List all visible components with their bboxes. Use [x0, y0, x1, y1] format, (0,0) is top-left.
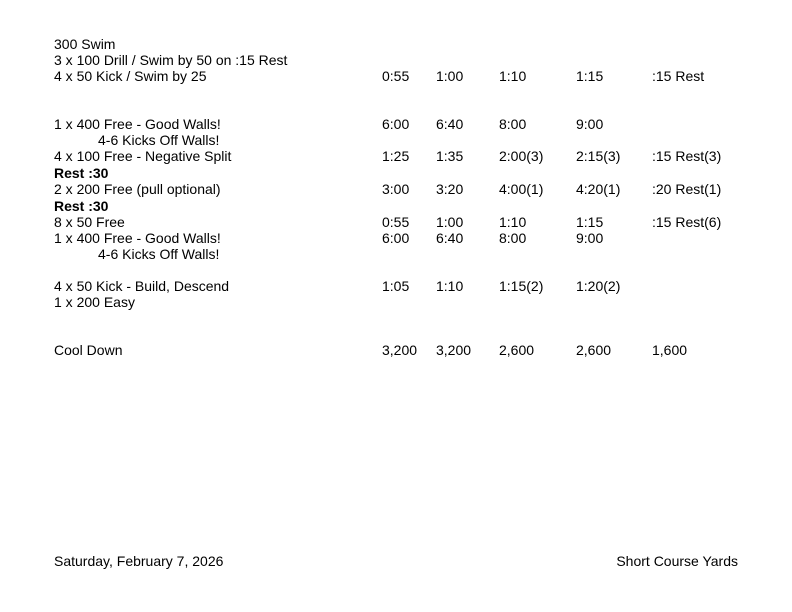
cool-down-label: Cool Down [54, 342, 123, 358]
interval-col3: 2:00(3) [499, 148, 544, 164]
total-col2: 3,200 [436, 342, 472, 358]
interval-col4: 4:20(1) [576, 181, 621, 197]
warmup-line: 300 Swim [54, 36, 116, 52]
interval-col2: 1:00 [436, 68, 464, 84]
interval-col4: 9:00 [576, 116, 604, 132]
interval-col1: 0:55 [382, 68, 410, 84]
interval-col5: :15 Rest(6) [652, 214, 722, 230]
interval-col3: 4:00(1) [499, 181, 544, 197]
interval-col1: 6:00 [382, 116, 410, 132]
interval-col5: :15 Rest(3) [652, 148, 722, 164]
interval-col1: 1:05 [382, 278, 410, 294]
interval-col4: 1:15 [576, 68, 604, 84]
interval-col2: 1:00 [436, 214, 464, 230]
interval-col1: 6:00 [382, 230, 410, 246]
interval-col2: 6:40 [436, 230, 464, 246]
interval-col5: :20 Rest(1) [652, 181, 722, 197]
total-col4: 2,600 [576, 342, 612, 358]
rest-label: Rest :30 [54, 198, 109, 214]
interval-col4: 1:15 [576, 214, 604, 230]
set-note: 4-6 Kicks Off Walls! [98, 132, 220, 148]
set-label: 1 x 200 Easy [54, 294, 135, 310]
total-col1: 3,200 [382, 342, 418, 358]
interval-col3: 8:00 [499, 230, 527, 246]
set-label: 1 x 400 Free - Good Walls! [54, 116, 221, 132]
set-note: 4-6 Kicks Off Walls! [98, 246, 220, 262]
total-col3: 2,600 [499, 342, 535, 358]
interval-col1: 1:25 [382, 148, 410, 164]
set-label: 2 x 200 Free (pull optional) [54, 181, 221, 197]
interval-col1: 0:55 [382, 214, 410, 230]
interval-col2: 3:20 [436, 181, 464, 197]
set-label: 8 x 50 Free [54, 214, 125, 230]
set-label: 4 x 50 Kick - Build, Descend [54, 278, 230, 294]
set-label: 1 x 400 Free - Good Walls! [54, 230, 221, 246]
interval-col4: 9:00 [576, 230, 604, 246]
interval-col1: 3:00 [382, 181, 410, 197]
interval-col2: 1:10 [436, 278, 464, 294]
set-label: 4 x 100 Free - Negative Split [54, 148, 232, 164]
rest-label: Rest :30 [54, 165, 109, 181]
interval-col4: 2:15(3) [576, 148, 621, 164]
footer-date: Saturday, February 7, 2026 [54, 553, 224, 569]
set-label: 4 x 50 Kick / Swim by 25 [54, 68, 207, 84]
interval-col3: 1:10 [499, 214, 527, 230]
interval-col3: 8:00 [499, 116, 527, 132]
interval-col2: 6:40 [436, 116, 464, 132]
interval-col2: 1:35 [436, 148, 464, 164]
interval-col3: 1:10 [499, 68, 527, 84]
warmup-line: 3 x 100 Drill / Swim by 50 on :15 Rest [54, 52, 288, 68]
total-col5: 1,600 [652, 342, 688, 358]
interval-col5: :15 Rest [652, 68, 705, 84]
footer-course: Short Course Yards [616, 553, 738, 569]
interval-col3: 1:15(2) [499, 278, 544, 294]
interval-col4: 1:20(2) [576, 278, 621, 294]
